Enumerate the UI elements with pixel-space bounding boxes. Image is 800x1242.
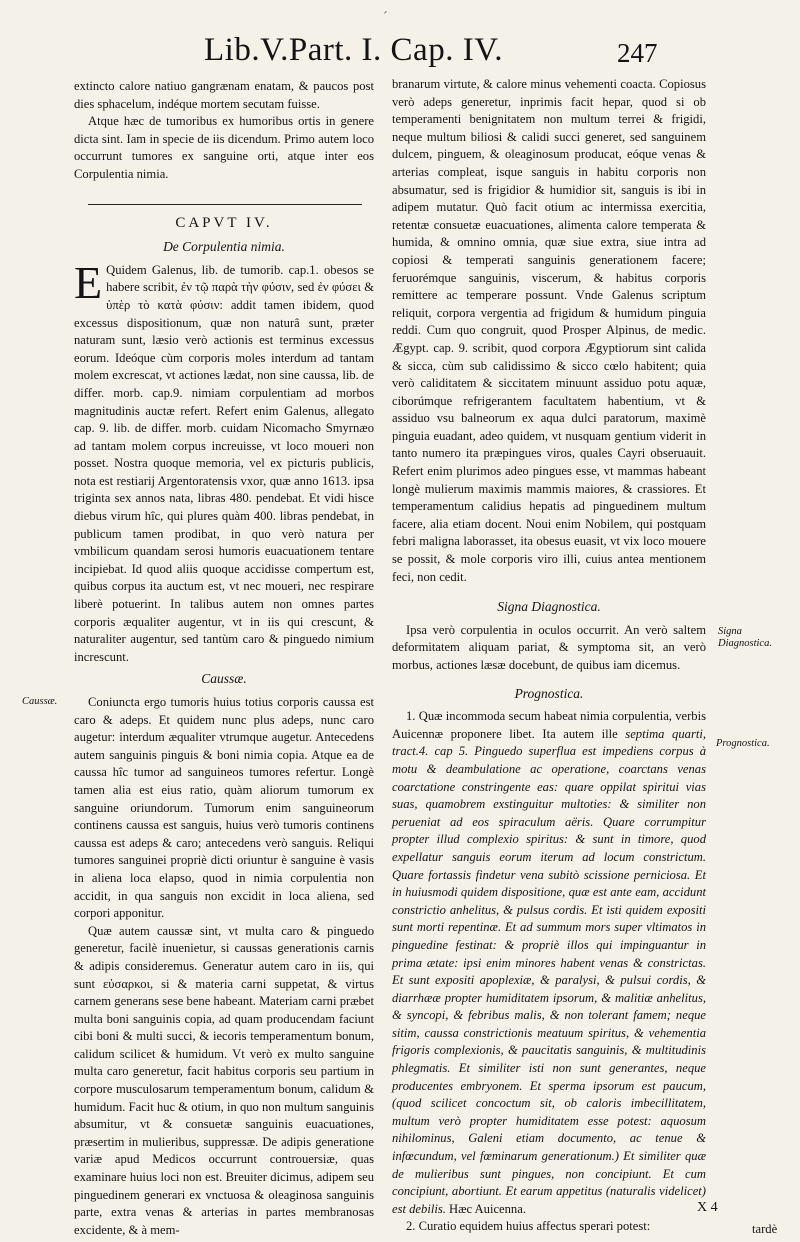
chapter-subtitle: De Corpulentia nimia. [163, 239, 285, 255]
paragraph-text: Quidem Galenus, lib. de tumorib. cap.1. obesos se habere scribit, ἐν τῷ παρὰ τὴν φύσιν, sed ἐν φύσει & ὑπὲρ τὸ κατὰ φύσιν: addit tamen ibidem, quod excessus dispositionum, quæ non naturâ sunt, præter naturam sunt, læsio verò actionis est terminus excessus eorum. Ideóque cùm corporis moles interdum ad tantam molem excrescat, vt actiones lædat, non sine caussa, lib. de differ. morb. cap.9. nimiam corpulentiam ad morbos magnitudinis auctæ refert. Refert enim Galenus, allegato cap. 9. lib. de differ. morb. cuidam Nicomacho Smyrnæo ad tantam molem corpus increuisse, vt loco moueri non posset. Nostra quoque memoria, vel ex picturis publicis, nota est restiarij Argentoratensis vxor, quæ anno 1613. ipsa triginta sex annos nata, libras 480. pendebat. Et vidi hisce diebus virum hîc, qui plures quàm 400. libras pendebat, in publicum tamen prodibat, in quo verò natura per vmbilicum quandam serosi humoris euacuationem tentare incipiebat. Id quod aliis quoque accidisse compertum est, quibus corpus ita auctum est, vt nec moueri, nec respirare liberè potuerint. In talibus autem non omnes partes corporis æqualiter augentur, vt in iis qui crescunt, & naturaliter augentur, sed tantùm caro & pinguedo nimium increscunt. [74, 262, 374, 664]
paragraph: Ipsa verò corpulentia in oculos occurrit. An verò saltem deformitatem aliquam pariat, & symptoma sit, an verò morbus, actiones læsæ docebunt, de quibus iam dicemus. [392, 622, 706, 672]
paragraph: extincto calore natiuo gangrænam enatam, & paucos post dies sphacelum, indéque mortem secutam fuisse. [74, 79, 374, 111]
page-number: 247 [617, 38, 658, 68]
paragraph-text: Hæc Auicenna. [445, 1201, 526, 1216]
quotation: septima quarti, tract.4. cap 5. Pinguedo superflua est impediens corpus à motu & deambulatione ac operatione, coarctans venas coarctatione constringente eas: quare oppilat spiritui vias suas, quamobrem exstinguitur multoties: & similiter non perueniat ad eos spiraculum aëris. Quare corrumpitur propter illud complexio spiritus: & sunt in timore, quod expellatur sanguis eorum iterum ad locum constrictum. Quare fortassis findetur vena subitò scissione perniciosa. Et in huiusmodi quidem dispositione, quæ est ante eam, accidunt constrictio anhelitus, & pulsus cordis. Et isti quidem expositi sunt morti repentinæ. Et ad summum mors super vltimatos in pinguedine festinat: & propriè illos qui impinguantur in prima ætate: ipsi enim minores habent venas & constrictas. Et sunt expositi apoplexiæ, & paralysi, & pulsui cordis, & diarrhææ propter humiditatem ipsorum, & malitiæ anhelitus, & syncopi, & febribus malis, & non tolerant famem; neque sitim, caussa constrictionis meatuum spiritus, & vehementia frigoris complexionis, & paucitatis sanguinis, & multitudinis phlegmatis. Et similiter isti non sunt generantes, neque producentes embryonem. Et sperma ipsorum est paucum, (quod scilicet concoctum sit, ob caloris imbecillitatem, multum verò propter humiditatem esse potest: aquosum nihilominus, Galeni etiam documento, ac tenue & infœcundum, vel fœminarum generationum.) Et similiter quæ de mulieribus sunt pingues, non concipiunt. Et cum concipiunt, abortiunt. Et earum appetitus (naturalis videlicet) est debilis. [392, 726, 706, 1216]
paragraph: branarum virtute, & calore minus vehementi coacta. Copiosus verò adeps generetur, inprimis facit hepar, quod si ob temperamenti benignitatem non multum terrei & frigidi, neque multum biliosi & calidi succi generet, sed sanguinem dulcem, pinguem, & oleaginosum producat, eóque venas & arterias compleat, isque sanguis in habitu corporis non absumatur, sed is frigidior & humidior sit, sanguis is ibi in adipem mutatur. Quò facit otium ac intermissa exercitia, retentæ consuetæ euacuationes, alimenta calore temperata & humida, & omnino omnia, quæ siue extra, siue intra ad copiosi & temperati sanguinis generationem facere; feruorémque sanguinis, viscerum, & habitus corporis remittere ac temperare possunt. Vnde Galenus scriptum reliquit, corpora vergentia ad frigidum & humidum pinguia reddi. Cum quo congruit, quod Prosper Alpinus, de medic. Ægypt. cap. 9. scribit, quod corpora Ægyptiorum sint calida & sicca, cùm sub calidissimo & sicco cœlo habitent; quia verò caliditatem & siccitatem minuunt assiduo potu aquæ, ciborúmque refrigerantem facultatem habentium, vt & assiduo vsu balneorum ex aqua dulci paratorum, maximè pinguia euadant, adeo quidem, vt nusquam gentium viderit in tanto numero ita præpingues viros, quales Cayri obseruauit. Refert enim plurimos adeo pingues esse, vt mammas habeant longè mulierum maximis mammis maiores, & crassiores. Et temperamentum calidius hepatis ad pinguedinem multum facere, alia etiam docent. Noui enim Nobilem, qui postquam febri maligna laborasset, ita obesus euasit, vt vix loco mouere se possit, & mole corporis viro illi, cuius antea mentionem feci, non cedit. [392, 77, 706, 584]
margin-note-signa: Signa Diagnostica. [718, 626, 772, 649]
paragraph [392, 708, 706, 1218]
section-heading-caussae: Caussæ. [201, 671, 247, 687]
page-header [0, 30, 800, 74]
paragraph-text: 1. Quæ incommoda secum habeat nimia corpulentia, verbis Auicennæ proponere libet. Ita autem ille [392, 709, 706, 741]
left-column [74, 78, 374, 1239]
paragraph: Atque hæc de tumoribus ex humoribus ortis in genere dicta sint. Iam in specie de iis dicendum. Primo autem loco occurrunt tumores ex sanguine orti, atque inter eos Corpulentia nimia. [74, 114, 374, 181]
paragraph: Coniuncta ergo tumoris huius totius corporis caussa est caro & adeps. Et quidem nunc plus adeps, nunc caro augetur: interdum æqualiter vtrumque augetur. Antecedens autem sanguinis pinguis & boni nimia copia. Atque ea de caussa hîc tumor ad sanguineos tumores refertur. Longè tamen alia est eius ratio, quàm aliorum tumorum ex sanguine oriundorum. Tumorum enim sanguineorum continens caussa est sanguis, huius verò tumoris continens caussa est adeps & caro; antecedens verò sanguis. Reliqui tumores sanguinei propriè dicti oriuntur è sanguine è vasis in aliena loca elapso, quod in nimia corpulentia non accidit, in qua sanguis non excidit in loca aliena, sed corpori apponitur. [74, 695, 374, 921]
margin-note-prognostica: Prognostica. [716, 738, 770, 749]
chapter-heading: CAPVT IV. [175, 214, 273, 231]
catchword: tardè [752, 1222, 778, 1236]
paragraph: 2. Curatio equidem huius affectus sperari potest: [406, 1219, 651, 1234]
margin-mark: ˊ [383, 10, 388, 25]
running-title: Lib.V.Part. I. Cap. IV. [204, 32, 504, 68]
section-heading-prognostica: Prognostica. [514, 685, 584, 701]
drop-cap: E [74, 256, 103, 308]
signature-mark: X 4 [697, 1200, 718, 1215]
paragraph [74, 256, 374, 667]
section-heading-signa: Signa Diagnostica. [497, 599, 601, 615]
paragraph: Quæ autem caussæ sint, vt multa caro & pinguedo generetur, facilè inuenietur, si caussas generationis carnis & adipis consideremus. Generatur autem caro in iis, qui sunt εὐσαρκοι, si & materia carni suppetat, & virtus carnem generans sese bene habeant. Materiam carni præbet multa boni sanguinis copia, ad quam producendam faciunt cibi boni & multi succi, & iecoris temperamentum bonum, calidum scilicet & humidum. Vt verò ex multo sanguine multa caro generetur, facit habitus corporis seu partium in corpore musculosarum temperamentum bonum, calidum & humidum. Facit huc & otium, in quo non multum sanguinis absumitur, vt & consuetæ sanguinis euacuationes, præsertim in mulieribus, suppressæ. De adipis generatione variæ apud Medicos occurrunt controuersiæ, quas examinare huius loci non est. Breuiter dicimus, adipem seu pinguedinem generari ex vnctuosa & oleaginosa sanguinis parte, extra venas & arterias in partes membranosas excidente, & à mem- [74, 923, 374, 1237]
margin-note-caussae: Caussæ. [22, 696, 58, 707]
right-column [392, 76, 706, 1236]
section-divider [88, 204, 362, 205]
